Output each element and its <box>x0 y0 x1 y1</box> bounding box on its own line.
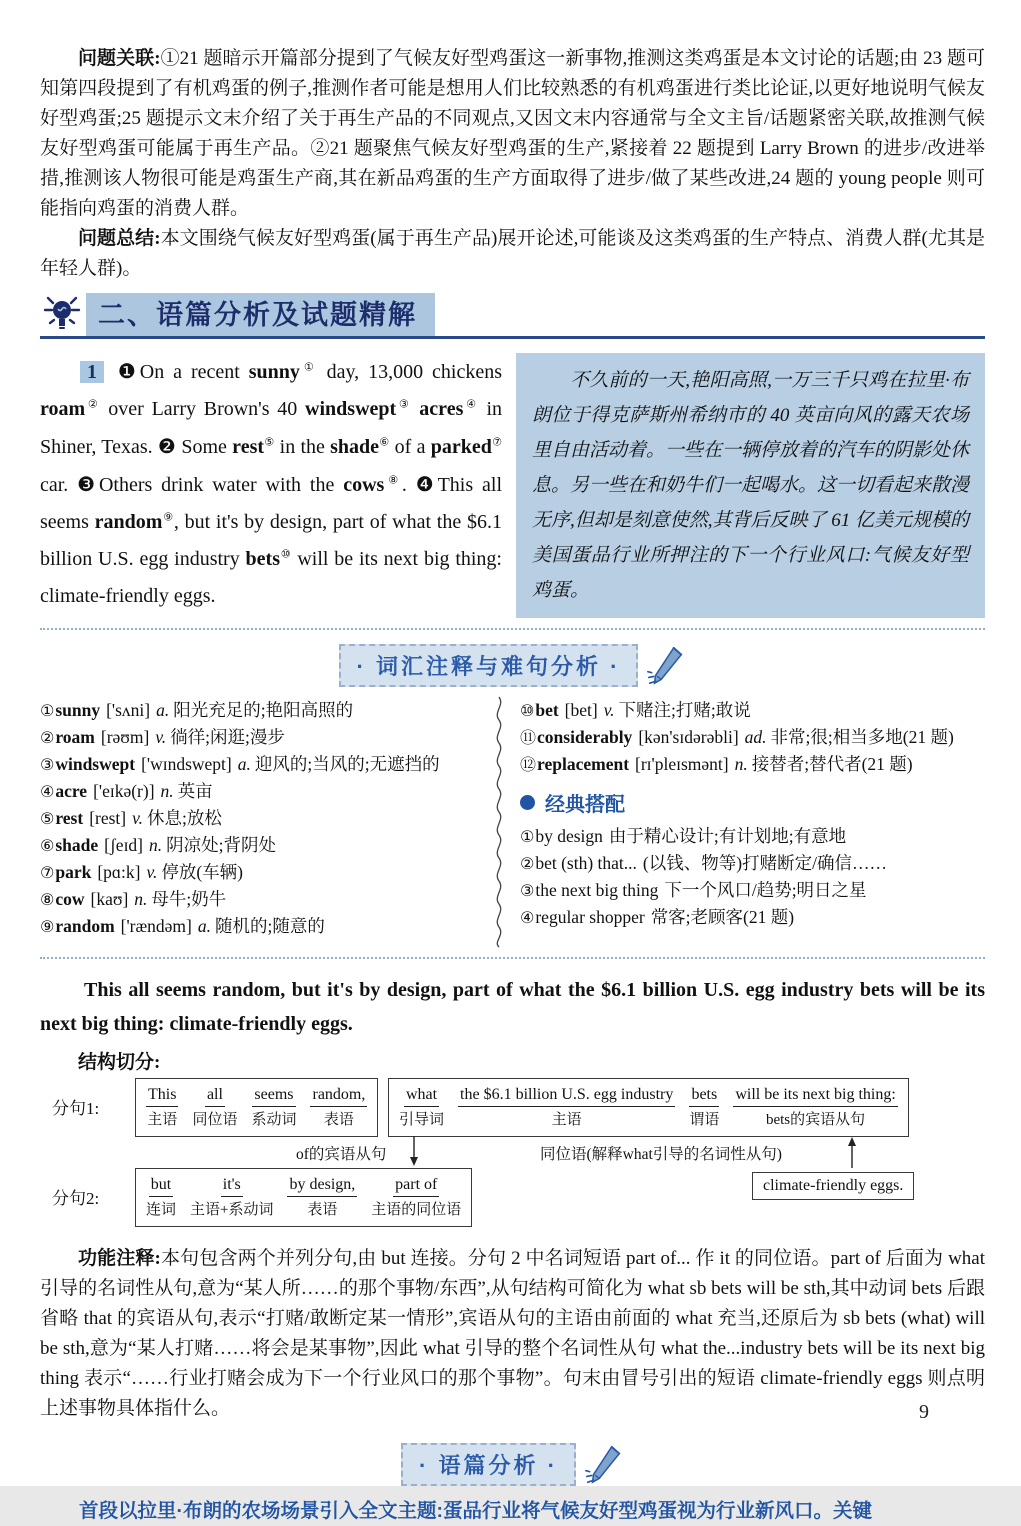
problem-summary-label: 问题总结: <box>78 228 161 249</box>
vocab-phonetic: ['sʌni] <box>106 700 151 720</box>
section-header <box>40 292 985 339</box>
section-title: 二、语篇分析及试题精解 <box>86 293 435 336</box>
vocab-header-pill: · 词汇注释与难句分析 · <box>339 644 639 687</box>
vocab-pos: n. <box>134 889 148 909</box>
down-arrow-icon <box>408 1136 420 1166</box>
vocab-word: replacement <box>537 754 630 774</box>
pen-icon <box>646 645 686 687</box>
pen-icon <box>584 1444 624 1486</box>
vocab-number: ⑧ <box>40 890 55 909</box>
vocab-phonetic: [rest] <box>89 808 127 828</box>
collocation-item <box>520 823 985 850</box>
vocab-gloss: 母牛;奶牛 <box>151 889 227 909</box>
grammar-role: 主语 <box>147 1112 178 1128</box>
grammar-word: part of <box>393 1175 439 1197</box>
vocab-pos: a. <box>197 916 211 936</box>
vocab-pos: n. <box>149 835 163 855</box>
vocab-number: ④ <box>40 782 55 801</box>
page-number: 9 <box>919 1401 929 1423</box>
grammar-cell <box>689 1085 719 1129</box>
collocation-number: ④ <box>520 908 535 927</box>
problem-relation-paragraph <box>40 44 985 224</box>
vocab-item <box>40 832 492 859</box>
grammar-role: 主语的同位语 <box>371 1202 462 1218</box>
vocab-word: random <box>55 916 115 936</box>
discourse-header-pill: · 语篇分析 · <box>401 1443 576 1486</box>
grammar-role: 同位语 <box>192 1112 238 1128</box>
vocab-item <box>40 886 492 913</box>
vocab-gloss: 徜徉;闲逛;漫步 <box>170 727 285 747</box>
vocab-item <box>520 724 985 751</box>
grammar-cell <box>251 1085 296 1129</box>
vocab-number: ⑪ <box>520 728 537 747</box>
vocab-number: ③ <box>40 755 55 774</box>
vocab-list-right <box>520 697 985 778</box>
grammar-role: 主语 <box>551 1112 582 1128</box>
grammar-cell <box>192 1085 237 1129</box>
collocation-number: ① <box>520 827 535 846</box>
vocab-header-row <box>40 644 985 687</box>
grammar-cell <box>733 1085 897 1129</box>
grammar-role: 表语 <box>323 1112 354 1128</box>
grammar-word: all <box>205 1085 225 1107</box>
paragraph-number-badge: 1 <box>80 361 104 383</box>
grammar-role: 谓语 <box>689 1112 720 1128</box>
collocation-english: by design <box>535 826 603 846</box>
vocab-phonetic: [bet] <box>564 700 598 720</box>
vocab-section <box>40 697 985 947</box>
vocab-word: cow <box>55 889 85 909</box>
grammar-cell <box>399 1085 444 1129</box>
collocation-chinese: 由于精心设计;有计划地;有意地 <box>608 826 847 846</box>
vocab-gloss: 接替者;替代者(21 题) <box>751 754 913 774</box>
vocab-phonetic: ['rændəm] <box>120 916 192 936</box>
collocation-number: ② <box>520 854 535 873</box>
vocab-phonetic: [ʃeɪd] <box>104 835 144 855</box>
vocab-phonetic: ['wɪndswept] <box>141 754 232 774</box>
grammar-word: by design, <box>287 1175 357 1197</box>
wavy-divider <box>492 697 506 947</box>
discourse-analysis-text: 首段以拉里·布朗的农场场景引入全文主题:蛋品行业将气候友好型鸡蛋视为行业新风口。关键 <box>79 1500 872 1522</box>
vocab-phonetic: [kən'sɪdərəbli] <box>638 727 739 747</box>
collocation-header <box>520 788 985 817</box>
collocation-item <box>520 850 985 877</box>
collocation-list <box>520 823 985 931</box>
vocab-pos: v. <box>132 808 143 828</box>
vocab-item <box>520 751 985 778</box>
grammar-word: will be its next big thing: <box>733 1085 897 1107</box>
collocation-header-label: 经典搭配 <box>545 794 625 816</box>
passage-translation: 不久前的一天,艳阳高照,一万三千只鸡在拉里·布朗位于得克萨斯州希纳市的 40 英亩向风的露天农场里自由活动着。一些在一辆停放着的汽车的阴影处休息。另一些在和奶牛们一起喝水。这一切看起来散漫无序,但却是刻意使然,其背后反映了 61 亿美元规模的美国蛋品行业所押注的下一个行业风口:气候友好型鸡蛋。 <box>516 353 985 618</box>
collocation-number: ③ <box>520 881 535 900</box>
passage-english-text: ❶On a recent sunny① day, 13,000 chickens roam② over Larry Brown's 40 windswept③ acres④ in Shiner, Texas. ❷ Some rest⑤ in the shade⑥ of a parked⑦ car. ❸Others drink water with the cows⑧. ❹This all seems random⑨, but it's by design, part of what the $6.1 billion U.S. egg industry bets⑩ will be its next big thing: climate-friendly eggs. <box>40 359 503 607</box>
collocation-chinese: 下一个风口/趋势;明日之星 <box>664 880 867 900</box>
vocab-pos: n. <box>160 781 174 801</box>
vocab-gloss: 英亩 <box>177 781 213 801</box>
vocab-pos: n. <box>734 754 748 774</box>
grammar-role: 系动词 <box>251 1112 297 1128</box>
grammar-cell <box>146 1175 176 1219</box>
grammar-word: random, <box>310 1085 367 1107</box>
function-note-text: 本句包含两个并列分句,由 but 连接。分句 2 中名词短语 part of... 作 it 的同位语。part of 后面为 what 引导的名词性从句,意为“某人所……的那个事物/东西”,从句结构可简化为 what sb bets will be sth,其中动词 bets 后跟省略 that 的宾语从句,表示“打赌/敢断定某一情形”,宾语从句的主语由前面的 what 充当,还原后为 sb bets (what) will be sth,意为“某人打赌……将会是某事物”,因此 what 引导的整个名词性从句 what the...industry bets will be its next big thing 表示“……行业打赌会成为下一个行业风口的那个事物”。句末由冒号引出的短语 climate-friendly eggs 则点明上述事物具体指什么。 <box>40 1248 985 1419</box>
grammar-cell <box>310 1085 367 1129</box>
vocab-item <box>40 697 492 724</box>
passage-block <box>40 353 985 618</box>
vocab-gloss: 非常;很;相当多地(21 题) <box>770 727 954 747</box>
vocab-word: roam <box>55 727 95 747</box>
difficult-sentence: This all seems random, but it's by design, part of what the $6.1 billion U.S. egg industry bets will be its next big thing: climate-friendly eggs. <box>40 979 985 1035</box>
vocab-pos: a. <box>237 754 251 774</box>
vocab-pos: v. <box>155 727 167 747</box>
lightbulb-icon <box>40 292 84 336</box>
sentence-structure-diagram <box>40 1078 985 1236</box>
clause1-box-b <box>388 1078 909 1137</box>
vocab-item <box>40 778 492 805</box>
vocab-number: ⑩ <box>520 701 535 720</box>
vocab-item <box>40 913 492 940</box>
grammar-cell <box>371 1175 461 1219</box>
vocab-word: considerably <box>537 727 633 747</box>
vocab-word: shade <box>55 835 99 855</box>
vocab-word: rest <box>55 808 84 828</box>
dotted-separator-bottom <box>40 957 985 959</box>
collocation-english: bet (sth) that... <box>535 853 637 873</box>
vocab-number: ⑥ <box>40 836 55 855</box>
grammar-word: the $6.1 billion U.S. egg industry <box>458 1085 675 1107</box>
vocab-gloss: 下赌注;打赌;敢说 <box>618 700 751 720</box>
grammar-role: 引导词 <box>399 1112 445 1128</box>
up-arrow-icon <box>846 1136 858 1168</box>
grammar-word: it's <box>221 1175 243 1197</box>
bullet-dot-icon <box>520 795 535 810</box>
clause1-label: 分句1: <box>52 1099 100 1118</box>
discourse-header-row <box>40 1443 985 1486</box>
vocab-pos: v. <box>603 700 615 720</box>
vocab-word: park <box>55 862 92 882</box>
grammar-cell <box>458 1085 675 1129</box>
collocation-english: regular shopper <box>535 907 645 927</box>
vocab-right-column <box>520 697 985 947</box>
vocab-word: bet <box>535 700 559 720</box>
function-note-paragraph <box>40 1244 985 1424</box>
grammar-role: 连词 <box>146 1202 177 1218</box>
passage-english <box>40 353 502 618</box>
vocab-phonetic: [pɑ:k] <box>97 862 141 882</box>
vocab-item <box>520 697 985 724</box>
vocab-item <box>40 805 492 832</box>
collocation-item <box>520 877 985 904</box>
vocab-list-left <box>40 697 492 947</box>
vocab-word: windswept <box>55 754 136 774</box>
vocab-item <box>40 724 492 751</box>
vocab-item <box>40 859 492 886</box>
vocab-gloss: 阳光充足的;艳阳高照的 <box>173 700 354 720</box>
problem-relation-label: 问题关联: <box>78 48 161 69</box>
vocab-number: ② <box>40 728 55 747</box>
problem-summary-paragraph <box>40 224 985 284</box>
vocab-phonetic: [rəʊm] <box>100 727 150 747</box>
vocab-gloss: 休息;放松 <box>146 808 222 828</box>
vocab-number: ⑤ <box>40 809 55 828</box>
climate-eggs-box: climate-friendly eggs. <box>752 1172 914 1200</box>
grammar-word: what <box>404 1085 439 1107</box>
vocab-word: acre <box>55 781 88 801</box>
clause2-box-c <box>135 1168 472 1227</box>
vocab-pos: a. <box>156 700 170 720</box>
vocab-number: ⑫ <box>520 755 537 774</box>
structure-label: 结构切分: <box>78 1052 161 1073</box>
vocab-gloss: 停放(车辆) <box>161 862 243 882</box>
function-note-label: 功能注释: <box>78 1248 161 1269</box>
vocab-phonetic: [kaʊ] <box>90 889 129 909</box>
grammar-word: This <box>146 1085 178 1107</box>
appositive-note: 同位语(解释what引导的名词性从句) <box>540 1146 782 1163</box>
dotted-separator-top <box>40 628 985 630</box>
vocab-number: ⑦ <box>40 863 55 882</box>
vocab-number: ① <box>40 701 55 720</box>
clause1-box-a <box>135 1078 378 1137</box>
problem-summary-text: 本文围绕气候友好型鸡蛋(属于再生产品)展开论述,可能谈及这类鸡蛋的生产特点、消费人群(尤其是年轻人群)。 <box>40 228 985 279</box>
vocab-pos: v. <box>146 862 158 882</box>
grammar-role: 表语 <box>307 1202 338 1218</box>
grammar-word: bets <box>689 1085 719 1107</box>
vocab-phonetic: [rɪ'pleɪsmənt] <box>635 754 729 774</box>
grammar-cell <box>190 1175 273 1219</box>
collocation-chinese: 常客;老顾客(21 题) <box>650 907 795 927</box>
vocab-phonetic: ['eɪkə(r)] <box>93 781 155 801</box>
vocab-gloss: 随机的;随意的 <box>214 916 325 936</box>
collocation-chinese: (以钱、物等)打赌断定/确信…… <box>642 853 887 873</box>
collocation-item <box>520 904 985 931</box>
of-clause-note: of的宾语从句 <box>296 1146 387 1163</box>
clause2-label: 分句2: <box>52 1189 100 1208</box>
vocab-item <box>40 751 492 778</box>
grammar-word: seems <box>252 1085 295 1107</box>
grammar-role: bets的宾语从句 <box>765 1112 866 1128</box>
vocab-word: sunny <box>55 700 101 720</box>
vocab-number: ⑨ <box>40 917 55 936</box>
vocab-gloss: 阴凉处;背阴处 <box>166 835 277 855</box>
grammar-role: 主语+系动词 <box>190 1202 274 1218</box>
vocab-pos: ad. <box>744 727 767 747</box>
problem-relation-text: ①21 题暗示开篇部分提到了气候友好型鸡蛋这一新事物,推测这类鸡蛋是本文讨论的话题;由 23 题可知第四段提到了有机鸡蛋的例子,推测作者可能是想用人们比较熟悉的有机鸡蛋进行类比论证,以更好地说明气候友好型鸡蛋;25 题提示文末介绍了关于再生产品的不同观点,又因文末内容通常与全文主旨/话题紧密关联,故推测气候友好型鸡蛋可能属于再生产品。②21 题聚焦气候友好型鸡蛋的生产,紧接着 22 题提到 Larry Brown 的进步/改进举措,推测该人物很可能是鸡蛋生产商,其在新品鸡蛋的生产方面取得了进步/做了某些改进,24 题的 young people 则可能指向鸡蛋的消费人群。 <box>40 48 986 219</box>
collocation-english: the next big thing <box>535 880 659 900</box>
grammar-cell <box>287 1175 357 1219</box>
vocab-gloss: 迎风的;当风的;无遮挡的 <box>254 754 440 774</box>
grammar-word: but <box>149 1175 173 1197</box>
grammar-cell <box>146 1085 178 1129</box>
